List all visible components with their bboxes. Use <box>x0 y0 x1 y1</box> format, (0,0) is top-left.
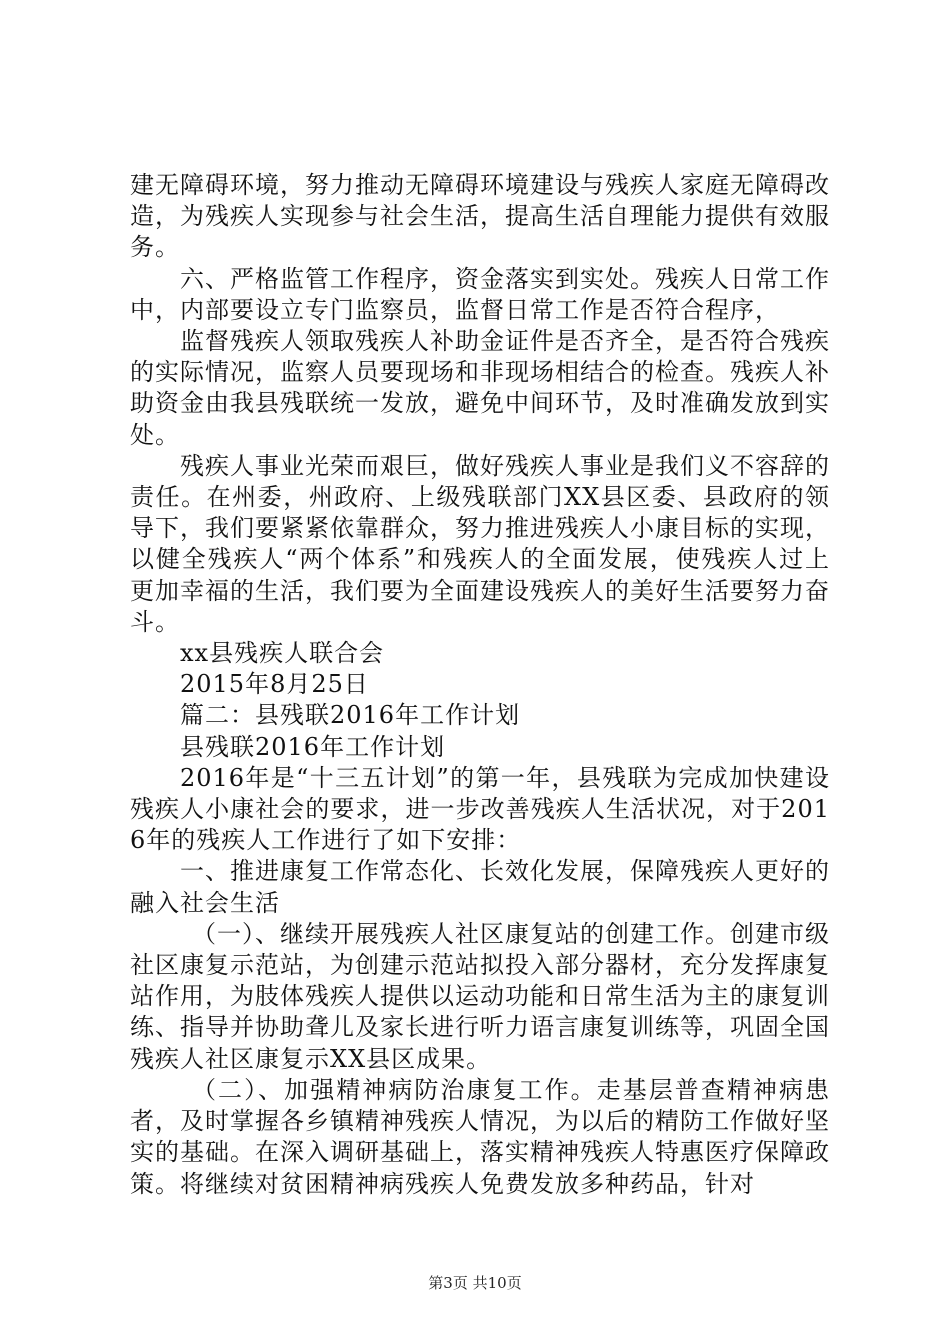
section-title: 县残联2016年工作计划 <box>180 732 446 761</box>
paragraph-point-1: 一、推进康复工作常态化、长效化发展，保障残疾人更好的融入社会生活 <box>130 857 830 917</box>
paragraph-2: 六、严格监管工作程序，资金落实到实处。残疾人日常工作中，内部要设立专门监察员，监督日常工作是否符合程序， <box>130 264 830 324</box>
paragraph-3: 监督残疾人领取残疾人补助金证件是否齐全，是否符合残疾的实际情况，监察人员要现场和非现场相结合的检查。残疾人补助资金由我县残联统一发放，避免中间环节，及时准确发放到实处。 <box>130 327 830 449</box>
page-footer: 第3页 共10页 <box>428 1274 522 1292</box>
paragraph-4: 残疾人事业光荣而艰巨，做好残疾人事业是我们义不容辞的责任。在州委，州政府、上级残联部门XX县区委、县政府的领导下，我们要紧紧依靠群众，努力推进残疾人小康目标的实现，以健全残疾人“两个体系”和残疾人的全面发展，使残疾人过上更加幸福的生活，我们要为全面建设残疾人的美好生活要努力奋斗。 <box>130 451 830 636</box>
paragraph-subpoint-2: （二）、加强精神病防治康复工作。走基层普查精神病患者，及时掌握各乡镇精神残疾人情况，为以后的精防工作做好坚实的基础。在深入调研基础上，落实精神残疾人特惠医疗保障政策。将继续对贫困精神病残疾人免费发放多种药品，针对 <box>130 1075 830 1198</box>
paragraph-intro: 2016年是“十三五计划”的第一年，县残联为完成加快建设残疾人小康社会的要求，进一步改善残疾人生活状况，对于2016年的残疾人工作进行了如下安排： <box>130 763 830 855</box>
paragraph-1: 建无障碍环境，努力推动无障碍环境建设与残疾人家庭无障碍改造，为残疾人实现参与社会生活，提高生活自理能力提供有效服务。 <box>130 171 830 262</box>
paragraph-subpoint-1: （一）、继续开展残疾人社区康复站的创建工作。创建市级社区康复示范站，为创建示范站拟投入部分器材，充分发挥康复站作用，为肢体残疾人提供以运动功能和日常生活为主的康复训练、指导并协助聋儿及家长进行听力语言康复训练等，巩固全国残疾人社区康复示XX县区成果。 <box>130 919 830 1073</box>
section-heading: 篇二：县残联2016年工作计划 <box>180 701 521 730</box>
signature-date: 2015年8月25日 <box>180 670 369 699</box>
document-body <box>130 170 830 1200</box>
signature-org: xx县残疾人联合会 <box>180 639 385 668</box>
